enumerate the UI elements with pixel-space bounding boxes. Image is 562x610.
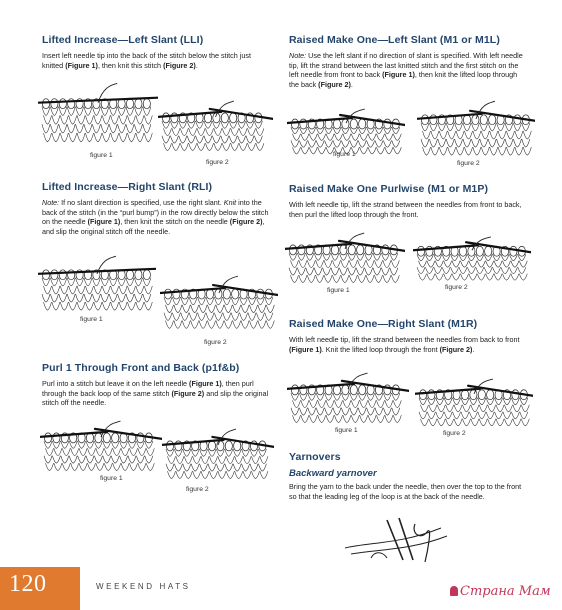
running-footer-title: WEEKEND HATS (96, 582, 191, 591)
section-m1p (289, 183, 529, 219)
figure-m1r-2 (415, 378, 533, 430)
figure-p1fb-2 (162, 428, 274, 483)
section-title: Lifted Increase—Right Slant (RLI) (42, 181, 213, 193)
section-m1r (289, 318, 529, 354)
figure-m1r-1 (287, 372, 409, 427)
section-body: Bring the yarn to the back under the needle, then over the top to the front so that the leading leg of the loop is at the back of the needle. (289, 482, 522, 501)
section-body: Insert left needle tip into the back of the stitch below the stitch just knitted (Figure 1), then knit this stitch (Figure 2). (42, 51, 251, 70)
figure-caption: figure 1 (80, 316, 103, 323)
figure-m1l-2 (417, 100, 535, 160)
figure-caption: figure 1 (100, 475, 123, 482)
section-m1l (289, 34, 529, 89)
figure-caption: figure 2 (443, 430, 466, 437)
figure-caption: figure 2 (445, 284, 468, 291)
figure-lli-1 (38, 82, 158, 147)
figure-caption: figure 1 (335, 427, 358, 434)
section-body: With left needle tip, lift the strand between the needles from front to back, then purl the lifted loop through the front. (289, 200, 522, 219)
section-title: Raised Make One—Right Slant (M1R) (289, 318, 478, 330)
section-body: Note: If no slant direction is specified, use the right slant. Knit into the back of the stitch (in the “purl bump”) in the row directly below the stitch on the needle (Figure 1), then knit the stitch on the needle (Figure 2), and slip the original stitch off the needle. (42, 198, 269, 236)
figure-lli-2 (158, 100, 273, 155)
figure-caption: figure 1 (327, 287, 350, 294)
figure-caption: figure 2 (186, 486, 209, 493)
section-p1fb (42, 362, 274, 408)
section-title: Yarnovers (289, 451, 341, 463)
figure-caption: figure 2 (457, 160, 480, 167)
section-body: Purl into a stitch but leave it on the left needle (Figure 1), then purl through the back loop of the same stitch (Figure 2) and slip the original stitch off the needle. (42, 379, 269, 408)
figure-caption: figure 2 (206, 159, 229, 166)
section-subtitle: Backward yarnover (289, 468, 377, 479)
figure-rli-2 (160, 275, 278, 333)
figure-m1p-1 (285, 232, 405, 287)
section-title: Lifted Increase—Left Slant (LLI) (42, 34, 204, 46)
watermark-text: Страна Мам (460, 584, 551, 599)
section-title: Raised Make One Purlwise (M1 or M1P) (289, 183, 489, 195)
figure-caption: figure 2 (204, 339, 227, 346)
figure-backward-yarnover (341, 514, 451, 564)
figure-caption: figure 1 (90, 152, 113, 159)
section-lli (42, 34, 270, 70)
section-yarnovers (289, 451, 529, 501)
figure-p1fb-1 (40, 420, 162, 475)
section-body: With left needle tip, lift the strand between the needles from back to front (Figure 1). Knit the lifted loop through the front (Figure 2). (289, 335, 520, 354)
section-title: Purl 1 Through Front and Back (p1f&b) (42, 362, 240, 374)
figure-m1p-2 (413, 236, 531, 284)
watermark-logo (450, 586, 458, 596)
section-body: Note: Use the left slant if no direction of slant is specified. With left needle tip, lift the strand between the last knitted stitch and the first stitch on the left needle from front to back (Figure 1), then knit the lifted loop through the back (Figure 2). (289, 51, 523, 89)
figure-rli-1 (38, 255, 156, 315)
section-title: Raised Make One—Left Slant (M1 or M1L) (289, 34, 500, 46)
page-number: 120 (9, 571, 47, 597)
figure-caption: figure 1 (333, 151, 356, 158)
section-rli (42, 181, 274, 236)
